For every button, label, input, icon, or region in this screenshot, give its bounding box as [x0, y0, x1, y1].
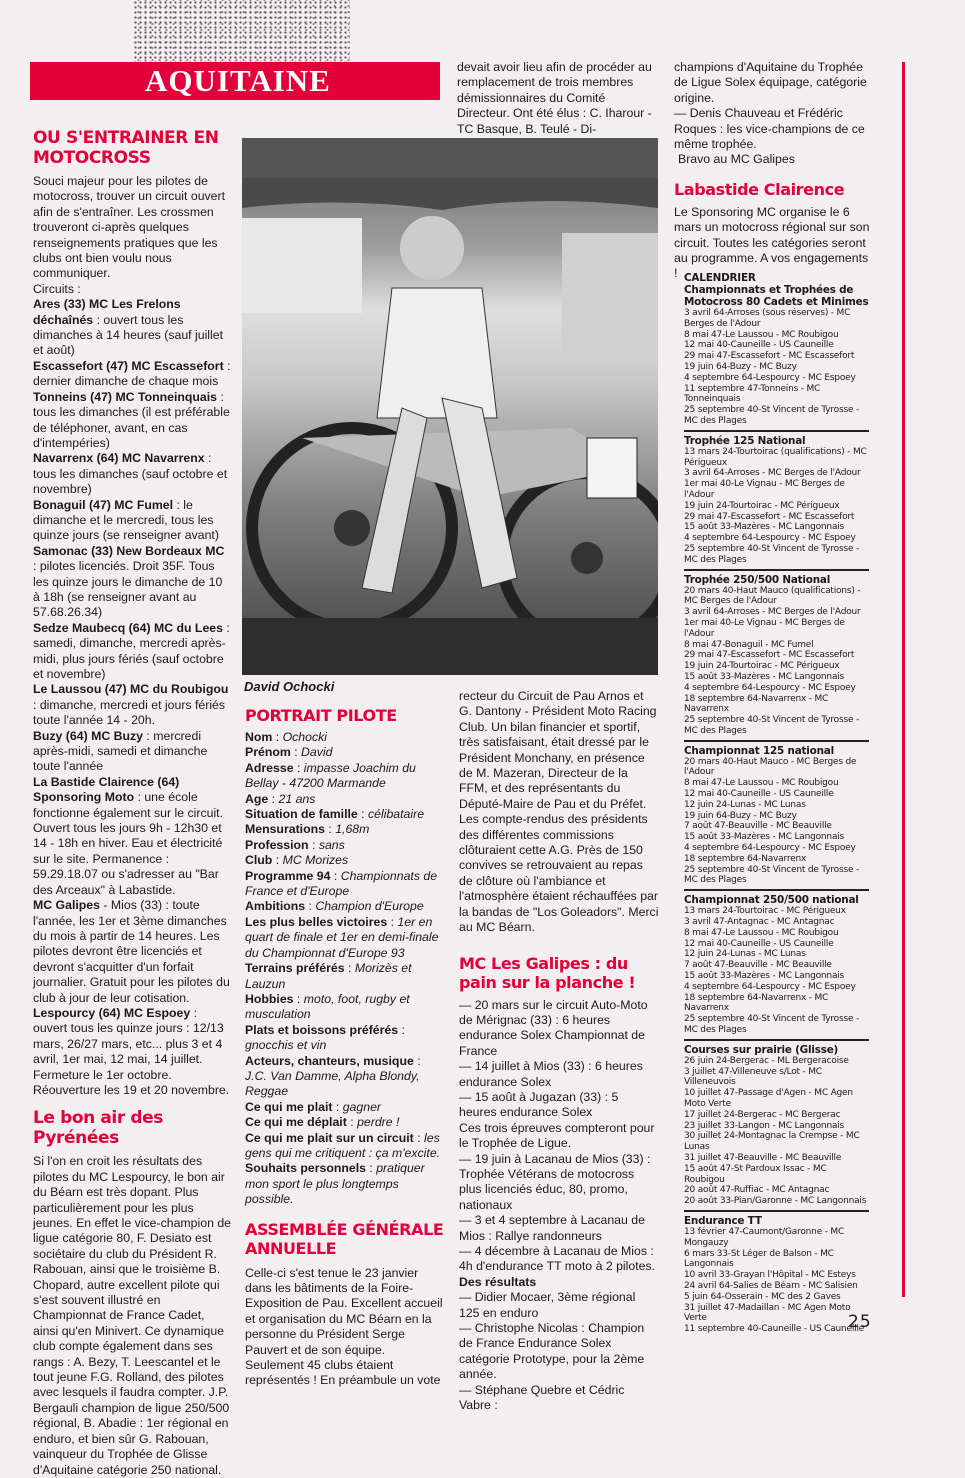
calendar-row: 11 septembre 40-Cauneille - US Cauneille: [684, 1324, 865, 1335]
circuit-details: : tous les dimanches (il est préférable de téléphoner, avant, en cas d'intempéries): [33, 389, 230, 450]
circuit-details: : dernier dimanche de chaque mois: [33, 358, 231, 389]
column-left: [33, 128, 231, 1478]
rider-photo: [242, 138, 658, 675]
circuits-label: Circuits :: [33, 281, 81, 296]
labastide-text: Le Sponsoring MC organise le 6 mars un motocross régional sur son circuit. Toutes les catégories seront au programme. A vos engagements !: [674, 204, 870, 281]
circuit-name: Buzy (64) MC Buzy: [33, 728, 143, 743]
circuit-entry: [33, 359, 231, 390]
portrait-value: pratiquer mon sport le plus longtemps possible.: [245, 1161, 425, 1207]
photo-caption: David Ochocki: [244, 679, 335, 694]
ag-text: Celle-ci s'est tenue le 23 janvier dans les bâtiments de la Foire-Exposition de Pau. Excellent accueil et organisation du MC Béarn en la personne du Président Serge Pauvert et de son équipe. Seulement 45 clubs étaient représentés ! En préambule un vote: [245, 1265, 443, 1388]
circuit-details: : dimanche, mercredi et jours fériés toute l'année 14 - 20h.: [33, 697, 226, 728]
calendar-row: 4 septembre 64-Lespourcy - MC Espoey: [684, 981, 856, 992]
calendar-row: 3 avril 64-Arroses - MC Berges de l'Adour: [684, 468, 861, 479]
calendar-row: 15 août 33-Mazères - MC Langonnais: [684, 522, 845, 533]
calendar-row: 12 juin 24-Lunas - MC Lunas: [684, 949, 806, 960]
portrait-key: Nom: [245, 730, 273, 744]
portrait-key: Ce qui me plait sur un circuit: [245, 1130, 414, 1145]
calendar-divider: [684, 1210, 869, 1212]
portrait-value: célibataire: [368, 807, 425, 822]
calendar-row: 7 août 47-Beauville - MC Beauville: [684, 960, 832, 971]
portrait-value: sans: [318, 837, 345, 852]
calendar-section-head: Endurance TT: [684, 1214, 762, 1227]
portrait-value: Morizès et Lauzun: [245, 961, 412, 991]
portrait-item: Club : MC Morizes: [245, 853, 349, 868]
decorative-pattern: [133, 0, 350, 62]
portrait-item: Hobbies : moto, foot, rugby et musculation: [245, 991, 410, 1022]
calendar-row: 4 septembre 64-Lespourcy - MC Espoey: [684, 682, 856, 693]
calendar-row: 13 mars 24-Tourtoirac - MC Périgueux: [684, 906, 846, 917]
portrait-value: 1er en quart de finale et 1er en demi-finale du Championnat d'Europe 93: [245, 914, 439, 960]
calendar-row: 18 septembre 64-Navarrenx - MC Navarrenx: [684, 693, 829, 715]
circuit-entry: [33, 682, 231, 728]
portrait-item: Ambitions : Champion d'Europe: [245, 899, 424, 914]
calendar-row: 19 juin 24-Tourtoirac - MC Périgueux: [684, 500, 840, 511]
circuit-entry: [33, 729, 231, 775]
calendar-divider: [684, 740, 869, 742]
result-line: — Christophe Nicolas : Champion de France Endurance Solex catégorie Prototype, pour la 2ème année.: [459, 1321, 645, 1382]
calendar-row: 5 juin 64-Osserain - MC des 2 Gaves: [684, 1291, 841, 1302]
portrait-key: Ce qui me déplait: [245, 1115, 347, 1130]
calendar-row: 20 mars 40-Haut Mauco - MC Berges de l'Adour: [684, 756, 857, 778]
calendar-section-head: Championnats et Trophées de Motocross 80 Cadets et Minimes: [684, 284, 869, 308]
calendar-row: 19 juin 64-Buzy - MC Buzy: [684, 361, 797, 372]
circuit-name: Escassefort (47) MC Escassefort: [33, 358, 224, 373]
calendar-row: 29 mai 47-Escassefort - MC Escassefort: [684, 650, 855, 661]
circuit-name: Sedze Maubecq (64) MC du Lees: [33, 620, 223, 635]
portrait-item: Age : 21 ans: [245, 791, 316, 806]
circuit-name: Samonac (33) New Bordeaux MC: [33, 543, 225, 558]
circuit-name: La Bastide Clairence (64) Sponsoring Moto: [33, 774, 180, 805]
circuit-details: : ouvert tous les quinze jours : 12/13 mars, 26/27 mars, etc... plus 3 et 4 avril, 1er mai, 12 mai, 14 juillet. Fermeture le 1er octobre. Réouverture les 19 et 20 novembre.: [33, 1005, 230, 1097]
calendar-row: 13 février 47-Caumont/Garonne - MC Mongauzy: [684, 1226, 845, 1248]
heading-assemblee: ASSEMBLÉE GÉNÉRALE ANNUELLE: [245, 1219, 444, 1258]
portrait-value: gagner: [342, 1099, 382, 1114]
portrait-value: J.C. Van Damme, Alpha Blondy, Reggae: [245, 1068, 420, 1099]
calendar-row: 10 juillet 47-Passage d'Agen - MC Agen Moto Verte: [684, 1088, 853, 1109]
right-top-text-3: Bravo au MC Galipes: [678, 152, 795, 167]
calendar-row: 12 mai 40-Cauneille - US Cauneille: [684, 340, 834, 351]
portrait-key: Hobbies: [245, 991, 294, 1006]
calendar-section-head: Courses sur prairie (Glisse): [684, 1043, 839, 1056]
portrait-key: Prénom: [245, 745, 291, 760]
circuit-details: - Mios (33) : toute l'année, les 1er et 3ème dimanches du mois à partir de 14 heures. Les pilotes devront être licenciés et devront s'acquitter d'un forfait journalier. Gratuit pour les pilotes du club à jour de leur cotisation.: [33, 898, 230, 1005]
calendar-row: 3 avril 64-Arroses - MC Berges de l'Adour: [684, 607, 861, 618]
galipes-list: [459, 998, 659, 1275]
calendar-title: CALENDRIER: [684, 272, 756, 284]
calendar-row: 12 mai 40-Cauneille - US Cauneille: [684, 938, 834, 949]
portrait-item: Nom : Ochocki: [245, 730, 327, 744]
heading-labastide: Labastide Clairence: [674, 179, 845, 199]
column-galipes: [459, 689, 659, 1413]
calendar-row: 25 septembre 40-St Vincent de Tyrosse - MC des Plages: [684, 405, 860, 426]
portrait-key: Souhaits personnels: [245, 1161, 366, 1176]
heading-motocross: OU S'ENTRAINER EN MOTOCROSS: [33, 128, 219, 168]
galipes-line: — 20 mars sur le circuit Auto-Moto de Mérignac (33) : 6 heures endurance Solex Championnat de France: [459, 997, 648, 1058]
portrait-value: moto, foot, rugby et musculation: [245, 991, 410, 1022]
calendar-row: 1er mai 40-Le Vignau - MC Berges de l'Adour: [684, 617, 845, 639]
portrait-key: Ambitions: [245, 899, 306, 914]
portrait-item: Plats et boissons préférés : gnocchis et vin: [245, 1022, 405, 1053]
portrait-list: [245, 730, 445, 1208]
red-margin-rule: [902, 62, 905, 1297]
portrait-key: Situation de famille: [245, 807, 358, 822]
circuit-entry: [33, 775, 231, 898]
calendar-row: 26 juin 24-Bergerac - ML Bergeracoise: [684, 1055, 849, 1066]
intro-text: Souci majeur pour les pilotes de motocross, trouver un circuit ouvert afin de s'entraîner. Les crossmen trouveront ci-après quelques renseignements pratiques que les clubs ont bien voulu nous communiquer.: [33, 174, 226, 281]
calendar-row: 7 août 47-Beauville - MC Beauville: [684, 821, 832, 832]
heading-pyrenees: Le bon air des Pyrénées: [33, 1108, 163, 1149]
heading-galipes: MC Les Galipes : du pain sur la planche !: [459, 953, 636, 992]
calendar-divider: [684, 1039, 869, 1041]
portrait-item: Les plus belles victoires : 1er en quart de finale et 1er en demi-finale du Championnat d'Europe 93: [245, 914, 439, 960]
portrait-value: perdre !: [357, 1115, 400, 1130]
calendar-row: 19 juin 24-Tourtoirac - MC Périgueux: [684, 661, 840, 672]
portrait-value: Champion d'Europe: [315, 899, 424, 914]
calendar-row: 12 mai 40-Cauneille - US Cauneille: [684, 789, 834, 800]
calendar-row: 8 mai 47-Le Laussou - MC Roubigou: [684, 778, 839, 789]
circuit-entry: [33, 498, 231, 544]
portrait-item: Ce qui me plait : gagner: [245, 1099, 382, 1114]
portrait-item: Terrains préférés : Morizès et Lauzun: [245, 961, 412, 991]
portrait-item: Ce qui me déplait : perdre !: [245, 1115, 400, 1130]
circuit-details: : tous les dimanches (sauf octobre et novembre): [33, 451, 228, 497]
portrait-item: Situation de famille : célibataire: [245, 807, 425, 822]
right-top-text-2: — Denis Chauveau et Frédéric Roques : les vice-champions de ce même trophée.: [674, 106, 865, 152]
page-number: 25: [848, 1312, 872, 1332]
circuit-list: [33, 297, 231, 1098]
circuit-details: : mercredi après-midi, samedi et dimanche toute l'année: [33, 728, 208, 774]
portrait-key: Programme 94: [245, 868, 331, 883]
calendar-row: 3 avril 47-Antagnac - MC Antagnac: [684, 917, 835, 928]
circuit-name: Ares (33) MC Les Frelons déchaînés: [33, 297, 181, 327]
circuit-name: MC Galipes: [33, 898, 100, 913]
portrait-value: MC Morizes: [282, 853, 349, 868]
circuit-entry: [33, 451, 231, 497]
circuit-entry: [33, 390, 231, 452]
portrait-key: Terrains préférés: [245, 961, 345, 976]
calendar-row: 4 septembre 64-Lespourcy - MC Espoey: [684, 372, 856, 383]
circuit-entry: [33, 898, 231, 1006]
calendar-row: 1er mai 40-Le Vignau - MC Berges de l'Adour: [684, 479, 845, 500]
portrait-item: Prénom : David: [245, 745, 333, 760]
calendar-row: 29 mai 47-Escassefort - MC Escassefort: [684, 511, 855, 522]
calendar-row: 20 août 33-Pian/Garonne - MC Langonnais: [684, 1196, 867, 1207]
circuit-details: : pilotes licenciés. Droit 35F. Tous les quinze jours le dimanche de 10 à 18h (se renseigner avant au 57.68.26.34): [33, 559, 223, 620]
circuit-details: : le dimanche et le mercredi, tous les quinze jours (se renseigner avant): [33, 497, 219, 543]
calendar-row: 15 août 33-Mazères - MC Langonnais: [684, 971, 845, 982]
calendar-row: 31 juillet 47-Beauville - MC Beauville: [684, 1152, 842, 1163]
portrait-key: Club: [245, 853, 273, 868]
calendar-row: 19 juin 64-Buzy - MC Buzy: [684, 810, 797, 821]
portrait-item: Mensurations : 1,68m: [245, 822, 370, 837]
galipes-line: — 15 août à Jugazan (33) : 5 heures endurance Solex: [459, 1089, 619, 1120]
circuit-entry: [33, 544, 231, 621]
calendar-row: 4 septembre 64-Lespourcy - MC Espoey: [684, 843, 856, 854]
portrait-key: Age: [245, 791, 269, 806]
calendar-row: 12 juin 24-Lunas - MC Lunas: [684, 799, 806, 810]
circuit-details: : ouvert tous les dimanches à 14 heures (sauf juillet et août): [33, 312, 224, 358]
calendar-row: 3 avril 64-Arroses (sous réserves) - MC Berges de l'Adour: [684, 308, 851, 329]
calendar-row: 13 mars 24-Tourtoirac (qualifications) - MC Périgueux: [684, 446, 867, 468]
calendar-row: 8 mai 47-Bonaguil - MC Fumel: [684, 639, 814, 650]
calendar-divider: [684, 430, 869, 432]
portrait-value: David: [301, 745, 333, 760]
column-right: [674, 60, 874, 282]
calendar-row: 20 août 47-Ruffiac - MC Antagnac: [684, 1185, 830, 1196]
calendar-row: 24 avril 64-Salies de Béarn - MC Salisien: [684, 1280, 858, 1291]
portrait-value: Championnats de France et d'Europe: [245, 868, 438, 899]
calendar-divider: [684, 889, 869, 891]
calendar-row: 15 août 47-St Pardoux Issac - MC Roubigou: [684, 1163, 827, 1185]
results-list: [459, 1290, 659, 1413]
calendar-row: 25 septembre 40-St Vincent de Tyrosse - MC des Plages: [684, 715, 860, 736]
right-top-text: champions d'Aquitaine du Trophée de Ligue Solex équipage, catégorie origine.: [674, 60, 867, 105]
portrait-key: Ce qui me plait: [245, 1099, 333, 1114]
portrait-value: 21 ans: [278, 791, 316, 806]
portrait-item: Souhaits personnels : pratiquer mon sport le plus longtemps possible.: [245, 1161, 425, 1207]
calendar-row: 8 mai 47-Le Laussou - MC Roubigou: [684, 329, 839, 340]
portrait-item: Profession : sans: [245, 837, 345, 852]
calendar-row: 18 septembre 64-Navarrenx: [684, 853, 807, 864]
portrait-value: les gens qui me critiquent : ça m'excite.: [245, 1130, 441, 1160]
portrait-key: Adresse: [245, 760, 294, 775]
circuit-name: Tonneins (47) MC Tonneinquais: [33, 389, 217, 404]
circuit-name: Navarrenx (64) MC Navarrenx: [33, 451, 205, 466]
calendar-section-head: Championnat 125 national: [684, 744, 834, 757]
middle-top: [457, 60, 657, 137]
circuit-details: : une école fonctionne également sur le circuit. Ouvert tous les jours 9h - 12h30 et 14 - 18h en hiver. Eau et électricité sur le site. Permanence : 59.29.18.07 ou s'adresser au "Bar des Arceaux" à Labastide.: [33, 790, 224, 897]
circuit-details: : samedi, dimanche, mercredi après-midi, plus jours fériés (sauf octobre et novembre): [33, 620, 230, 681]
rider-illustration: [242, 138, 658, 675]
galipes-line: — 19 juin à Lacanau de Mios (33) : Trophée Vétérans de motocross plus licenciés éduc, 80, promo, nationaux: [459, 1151, 651, 1212]
calendar-divider: [684, 569, 869, 571]
portrait-key: Mensurations: [245, 822, 325, 837]
portrait-column: [245, 706, 445, 1389]
circuit-name: Bonaguil (47) MC Fumel: [33, 497, 174, 512]
calendar-row: 8 mai 47-Le Laussou - MC Roubigou: [684, 927, 839, 938]
galipes-line: — 3 et 4 septembre à Lacanau de Mios : Rallye randonneurs: [459, 1213, 645, 1243]
circuit-name: Le Laussou (47) MC du Roubigou: [33, 682, 229, 697]
circuit-name: Lespourcy (64) MC Espoey: [33, 1005, 191, 1020]
calendar-row: 25 septembre 40-St Vincent de Tyrosse - MC des Plages: [684, 864, 860, 886]
calendar-row: 11 septembre 47-Tonneins - MC Tonneinquais: [684, 383, 821, 405]
calendar-row: 6 mars 33-St Léger de Balson - MC Langonnais: [684, 1248, 834, 1270]
portrait-item: Ce qui me plait sur un circuit : les gens qui me critiquent : ça m'excite.: [245, 1130, 441, 1160]
galipes-line: — 4 décembre à Lacanau de Mios : 4h d'endurance TT moto à 2 pilotes.: [459, 1244, 656, 1274]
galipes-line: Ces trois épreuves compteront pour le Trophée de Ligue.: [459, 1120, 655, 1151]
portrait-item: Adresse : impasse Joachim du Bellay - 47200 Marmande: [245, 760, 416, 791]
ag-continued: recteur du Circuit de Pau Arnos et G. Dantony - Président Moto Racing Club. Un bilan financier et sportif, très satisfaisant, était dressé par le Président Monchany, en présence de M. Mazeran, Directeur de la FFM, et des représentants du Député-Maire de Pau et du Préfet. Les compte-rendus des présidents des différentes commissions clôturaient cette A.G. Près de 150 convives se retrouvaient au repas de clôture où l'ambiance et l'atmosphère étaient réchauffées par la bandas de "Los Goleadors". Merci au MC Béarn.: [459, 689, 659, 935]
circuit-entry: [33, 1006, 231, 1098]
calendar-row: 3 juillet 47-Villeneuve s/Lot - MC Villeneuvois: [684, 1066, 822, 1088]
galipes-line: — 14 juillet à Mios (33) : 6 heures endurance Solex: [459, 1059, 643, 1089]
banner-title: AQUITAINE: [145, 63, 331, 98]
portrait-key: Les plus belles victoires: [245, 914, 388, 929]
portrait-key: Acteurs, chanteurs, musique: [245, 1053, 414, 1068]
calendar-box: [684, 272, 869, 1335]
portrait-key: Profession: [245, 837, 309, 852]
calendar-row: 20 mars 40-Haut Mauco (qualifications) - MC Berges de l'Adour: [684, 585, 861, 607]
calendar-section-head: Trophée 125 National: [684, 434, 806, 447]
portrait-value: Ochocki: [282, 730, 327, 744]
calendar-row: 18 septembre 64-Navarrenx - MC Navarrenx: [684, 992, 829, 1014]
calendar-row: 25 septembre 40-St Vincent de Tyrosse - MC des Plages: [684, 1014, 860, 1036]
calendar-row: 30 juillet 24-Montagnac la Crempse - MC Lunas: [684, 1131, 860, 1153]
calendar-row: 15 août 33-Mazères - MC Langonnais: [684, 832, 845, 843]
circuit-entry: [33, 297, 231, 359]
heading-portrait: PORTRAIT PILOTE: [245, 706, 397, 725]
calendar-row: 17 juillet 24-Bergerac - MC Bergerac: [684, 1109, 841, 1120]
calendar-sections: [684, 284, 869, 1335]
results-label: Des résultats: [459, 1274, 537, 1289]
calendar-row: 23 juillet 33-Langon - MC Langonnais: [684, 1120, 845, 1131]
calendar-row: 25 septembre 40-St Vincent de Tyrosse - MC des Plages: [684, 543, 860, 565]
portrait-value: impasse Joachim du Bellay - 47200 Marmande: [245, 760, 416, 791]
portrait-key: Plats et boissons préférés: [245, 1022, 399, 1037]
calendar-section-head: Trophée 250/500 National: [684, 573, 831, 586]
result-line: — Stéphane Quebre et Cédric Vabre :: [459, 1382, 625, 1413]
result-line: — Didier Mocaer, 3ème régional 125 en enduro: [459, 1290, 636, 1320]
ag-top-text: devait avoir lieu afin de procéder au remplacement de trois membres démissionnaires du Comité Directeur. Ont été élus : C. Iharour - TC Basque, B. Teulé - Di-: [457, 60, 652, 136]
circuit-entry: [33, 621, 231, 683]
portrait-value: gnocchis et vin: [245, 1038, 327, 1053]
portrait-value: 1,68m: [335, 822, 370, 837]
calendar-row: 4 septembre 64-Lespourcy - MC Espoey: [684, 533, 856, 544]
pyrenees-text: Si l'on en croit les résultats des pilotes du MC Lespourcy, le bon air du Béarn est très dopant. Plus particulièrement pour les plus jeunes. En effet le vice-champion de ligue catégorie 80, F. Desiato est sociétaire du club du Président R. Rabouan, ainsi que le troisième B. Chopard, autre excellent pilote qui s'est souvent illustré en Championnat de France Cadet, ainsi qu'en Minivert. Ce dynamique club compte également dans ses rangs : A. Bezy, T. Leescantel et le tout jeune F.G. Rolland, des pilotes avec lesquels il faudra compter. J.P. Bergauli champion de ligue 250/500 régional, B. Abadie : 1er régional en enduro, et bien sûr G. Rabouan, vainqueur du Trophée de Glisse d'Aquitaine catégorie 250 national.: [33, 1154, 232, 1477]
calendar-row: 15 août 33-Mazères - MC Langonnais: [684, 671, 845, 682]
calendar-section-head: Championnat 250/500 national: [684, 894, 859, 907]
calendar-row: 29 mai 47-Escassefort - MC Escassefort: [684, 351, 855, 362]
portrait-item: Acteurs, chanteurs, musique : J.C. Van Damme, Alpha Blondy, Reggae: [245, 1053, 421, 1099]
portrait-item: Programme 94 : Championnats de France et d'Europe: [245, 868, 438, 899]
calendar-row: 31 juillet 47-Madaillan - MC Agen Moto Verte: [684, 1302, 851, 1324]
section-banner: [30, 62, 440, 100]
calendar-row: 10 avril 33-Grayan l'Hôpital - MC Esteys: [684, 1270, 856, 1281]
